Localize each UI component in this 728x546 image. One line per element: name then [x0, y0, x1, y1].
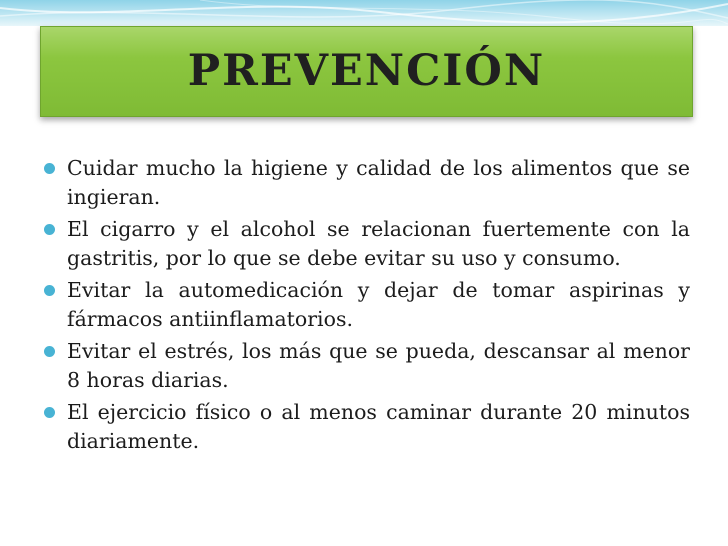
bullet-item: [40, 276, 690, 334]
wave-decoration: [0, 0, 728, 26]
bullet-dot-icon: [44, 224, 55, 235]
bullet-text: Cuidar mucho la higiene y calidad de los alimentos que se ingieran.: [67, 156, 690, 209]
bullet-dot-icon: [44, 407, 55, 418]
title-box: [40, 26, 693, 117]
bullet-text: Evitar la automedicación y dejar de tomar aspirinas y fármacos antiinflamatorios.: [67, 278, 690, 331]
bullet-item: [40, 337, 690, 395]
bullet-item: [40, 154, 690, 212]
slide-title: PREVENCIÓN: [187, 45, 546, 96]
bullet-dot-icon: [44, 285, 55, 296]
bullet-text: El ejercicio físico o al menos caminar durante 20 minutos diariamente.: [67, 400, 690, 453]
bullet-item: [40, 398, 690, 456]
bullet-text: Evitar el estrés, los más que se pueda, descansar al menor 8 horas diarias.: [67, 339, 690, 392]
bullet-list: [40, 154, 690, 459]
bullet-item: [40, 215, 690, 273]
bullet-dot-icon: [44, 346, 55, 357]
bullet-dot-icon: [44, 163, 55, 174]
bullet-text: El cigarro y el alcohol se relacionan fuertemente con la gastritis, por lo que se debe evitar su uso y consumo.: [67, 217, 690, 270]
decorative-top-band: [0, 0, 728, 26]
